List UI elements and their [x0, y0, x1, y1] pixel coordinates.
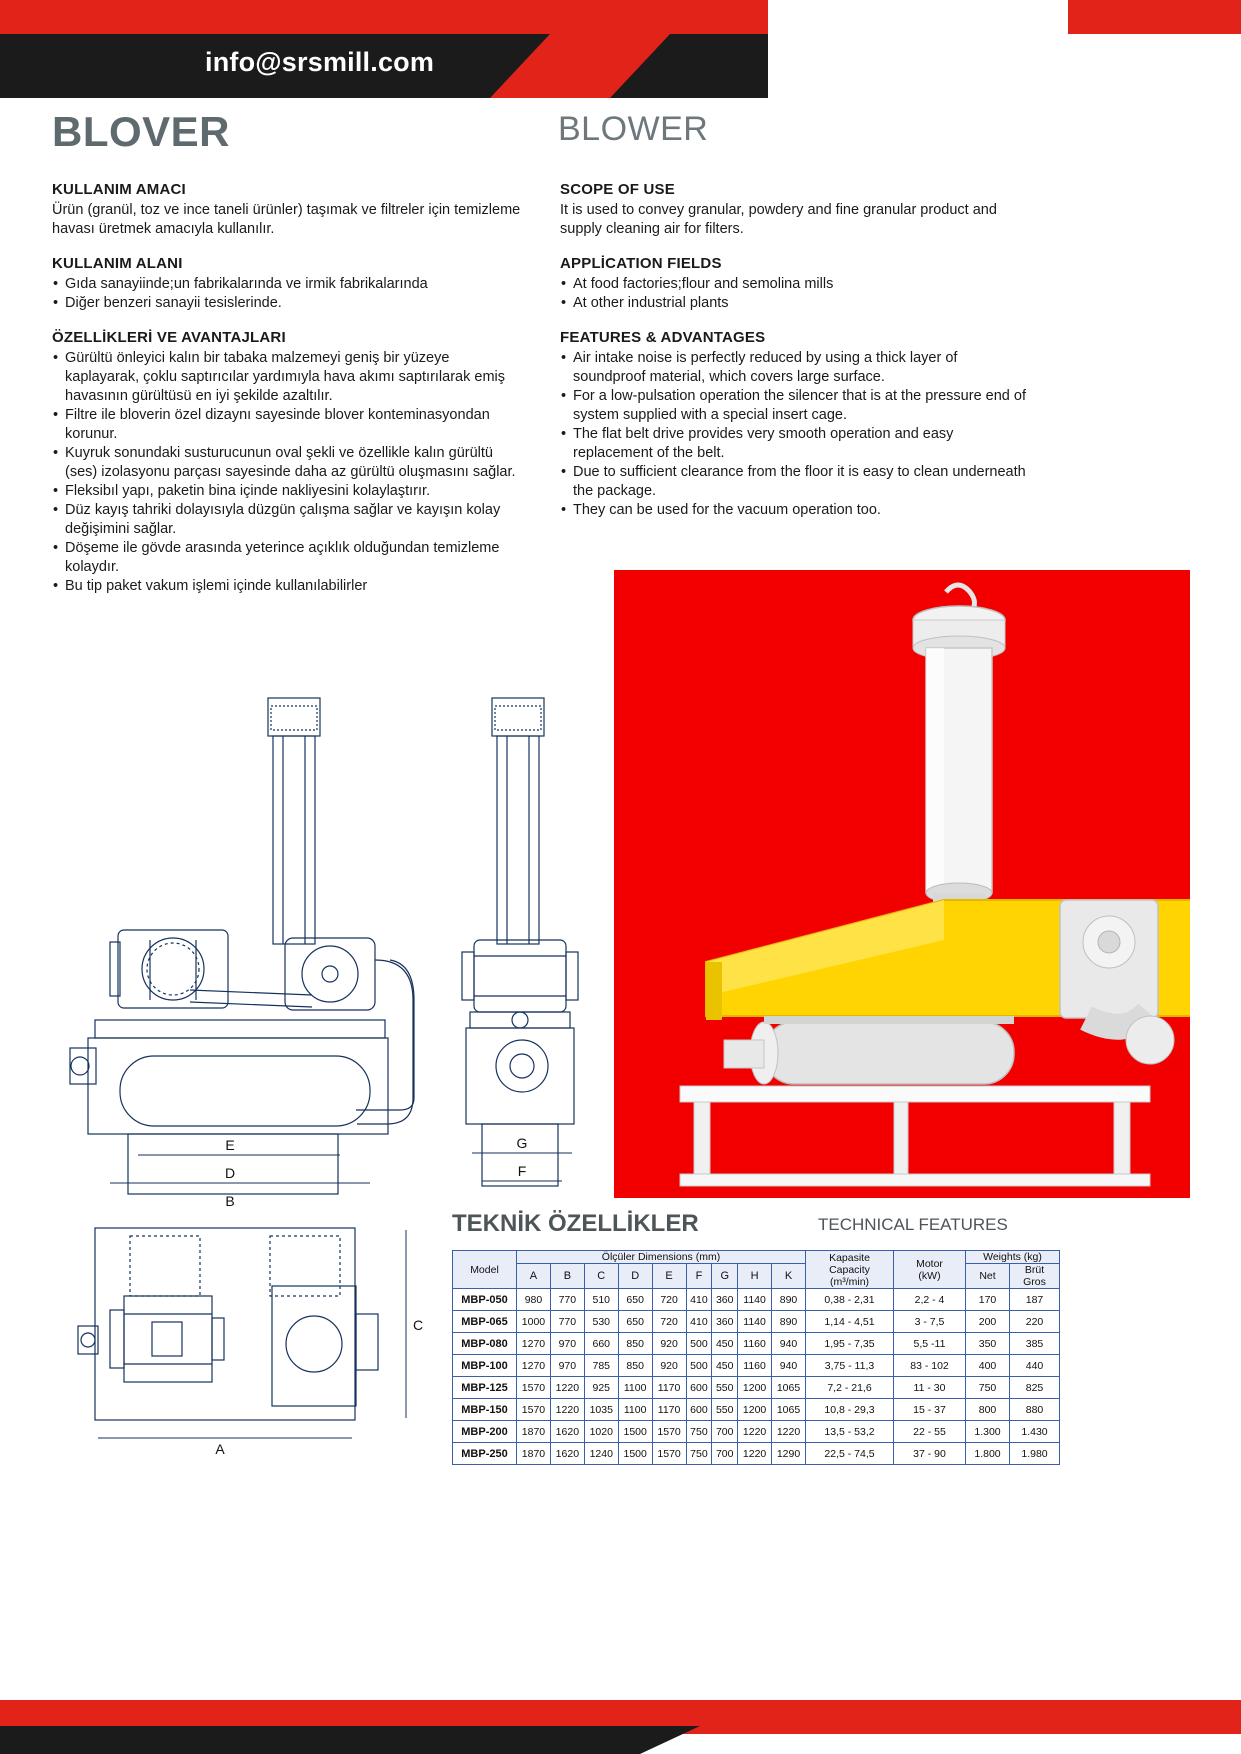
- list-item: • They can be used for the vacuum operation too.: [560, 501, 1030, 520]
- cell-dim-H: 1220: [738, 1421, 772, 1443]
- table-header-row-1: [453, 1251, 1060, 1264]
- cell-dim-H: 1220: [738, 1443, 772, 1465]
- cell-gross: 187: [1010, 1289, 1060, 1311]
- table-row: [453, 1443, 1060, 1465]
- bullet-list: [560, 349, 1030, 520]
- bullet-list: [560, 275, 1030, 313]
- header-dim-H: H: [738, 1264, 772, 1289]
- cell-dim-C: 1020: [584, 1421, 618, 1443]
- cell-model: MBP-100: [453, 1355, 517, 1377]
- cell-dim-G: 450: [712, 1333, 738, 1355]
- cell-dim-H: 1140: [738, 1289, 772, 1311]
- dim-label-E: E: [225, 1137, 235, 1153]
- cell-dim-H: 1160: [738, 1355, 772, 1377]
- cell-dim-G: 450: [712, 1355, 738, 1377]
- table-row: [453, 1289, 1060, 1311]
- cell-dim-D: 1500: [618, 1443, 652, 1465]
- cell-dim-K: 1220: [772, 1421, 806, 1443]
- cell-capacity: 7,2 - 21,6: [806, 1377, 894, 1399]
- cell-dim-K: 890: [772, 1311, 806, 1333]
- cell-dim-F: 410: [686, 1289, 712, 1311]
- cell-dim-C: 1035: [584, 1399, 618, 1421]
- cell-capacity: 1,14 - 4,51: [806, 1311, 894, 1333]
- header-dim-B: B: [550, 1264, 584, 1289]
- cell-dim-F: 750: [686, 1443, 712, 1465]
- cell-dim-K: 940: [772, 1333, 806, 1355]
- cell-motor: 37 - 90: [894, 1443, 966, 1465]
- header-capacity-line1: Kapasite: [829, 1251, 870, 1264]
- header-dim-A: A: [517, 1264, 551, 1289]
- table-body: [453, 1289, 1060, 1465]
- cell-capacity: 3,75 - 11,3: [806, 1355, 894, 1377]
- cell-net: 1.800: [966, 1443, 1010, 1465]
- header-motor-line2: (kW): [918, 1269, 941, 1282]
- table-row: [453, 1377, 1060, 1399]
- cell-capacity: 0,38 - 2,31: [806, 1289, 894, 1311]
- product-photo: [614, 570, 1190, 1198]
- list-item: • Gürültü önleyici kalın bir tabaka malzemeyi geniş bir yüzeye kaplayarak, çoklu saptırıcılar yardımıyla hava akımı saptırılarak emiş havasının gürültüsü en iyi şekilde azaltılır.: [52, 349, 522, 406]
- header-capacity-line2: Capacity: [829, 1263, 870, 1276]
- cell-model: MBP-065: [453, 1311, 517, 1333]
- cell-net: 350: [966, 1333, 1010, 1355]
- cell-dim-K: 1065: [772, 1399, 806, 1421]
- cell-dim-D: 850: [618, 1355, 652, 1377]
- cell-dim-B: 770: [550, 1289, 584, 1311]
- header-dim-F: F: [686, 1264, 712, 1289]
- dim-label-F: F: [517, 1163, 527, 1179]
- list-item: • Fleksibıl yapı, paketin bina içinde nakliyesini kolaylaştırır.: [52, 482, 522, 501]
- footer-black-band: [0, 1726, 700, 1754]
- bullet-list: [52, 275, 522, 313]
- list-item: • The flat belt drive provides very smooth operation and easy replacement of the belt.: [560, 425, 1030, 463]
- cell-dim-G: 700: [712, 1421, 738, 1443]
- cell-dim-C: 925: [584, 1377, 618, 1399]
- cell-motor: 5,5 -11: [894, 1333, 966, 1355]
- cell-dim-E: 1570: [652, 1443, 686, 1465]
- cell-gross: 220: [1010, 1311, 1060, 1333]
- cell-dim-E: 920: [652, 1333, 686, 1355]
- list-item: • At other industrial plants: [560, 294, 1030, 313]
- dim-label-B: B: [225, 1193, 235, 1209]
- left-text-column: [52, 180, 522, 611]
- cell-gross: 1.980: [1010, 1443, 1060, 1465]
- header-dim-G: G: [712, 1264, 738, 1289]
- cell-dim-D: 850: [618, 1333, 652, 1355]
- cell-dim-E: 720: [652, 1311, 686, 1333]
- section-heading: KULLANIM AMACI: [52, 181, 186, 198]
- header-weights: Weights (kg): [966, 1251, 1060, 1264]
- list-item: • Gıda sanayiinde;un fabrikalarında ve irmik fabrikalarında: [52, 275, 522, 294]
- cell-net: 800: [966, 1399, 1010, 1421]
- cell-dim-B: 770: [550, 1311, 584, 1333]
- cell-dim-A: 1570: [517, 1399, 551, 1421]
- cell-dim-B: 1620: [550, 1421, 584, 1443]
- section-scope-of-use: [560, 180, 1030, 239]
- cell-dim-E: 1170: [652, 1377, 686, 1399]
- header-gross: [1010, 1264, 1060, 1289]
- cell-dim-H: 1200: [738, 1399, 772, 1421]
- header-motor-line1: Motor: [916, 1257, 943, 1270]
- section-application-fields: [560, 254, 1030, 313]
- table-row: [453, 1355, 1060, 1377]
- cell-dim-F: 750: [686, 1421, 712, 1443]
- cell-dim-D: 1100: [618, 1377, 652, 1399]
- cell-capacity: 22,5 - 74,5: [806, 1443, 894, 1465]
- cell-gross: 440: [1010, 1355, 1060, 1377]
- section-kullanim-alani: [52, 254, 522, 313]
- cell-model: MBP-150: [453, 1399, 517, 1421]
- cell-dim-D: 650: [618, 1289, 652, 1311]
- list-item: • Diğer benzeri sanayii tesislerinde.: [52, 294, 522, 313]
- list-item: • Kuyruk sonundaki susturucunun oval şekli ve özellikle kalın gürültü (ses) izolasyonu parçası sayesinde daha az gürültü oluşmasını sağlar.: [52, 444, 522, 482]
- cell-dim-B: 1220: [550, 1377, 584, 1399]
- cell-dim-K: 940: [772, 1355, 806, 1377]
- cell-motor: 15 - 37: [894, 1399, 966, 1421]
- cell-gross: 1.430: [1010, 1421, 1060, 1443]
- cell-dim-B: 1220: [550, 1399, 584, 1421]
- section-heading: FEATURES & ADVANTAGES: [560, 329, 766, 346]
- section-ozellikler-avantajlar: [52, 328, 522, 596]
- cell-dim-K: 1065: [772, 1377, 806, 1399]
- cell-dim-E: 720: [652, 1289, 686, 1311]
- table-row: [453, 1333, 1060, 1355]
- page-header: [0, 0, 1241, 100]
- cell-dim-C: 660: [584, 1333, 618, 1355]
- cell-dim-H: 1200: [738, 1377, 772, 1399]
- cell-capacity: 10,8 - 29,3: [806, 1399, 894, 1421]
- section-heading: KULLANIM ALANI: [52, 255, 183, 272]
- cell-dim-F: 410: [686, 1311, 712, 1333]
- right-text-column: [560, 180, 1030, 535]
- header-dimensions: Ölçüler Dimensions (mm): [517, 1251, 806, 1264]
- cell-dim-D: 1500: [618, 1421, 652, 1443]
- header-capacity-line3: (m³/min): [829, 1275, 870, 1288]
- cell-model: MBP-250: [453, 1443, 517, 1465]
- table-row: [453, 1311, 1060, 1333]
- cell-dim-E: 1170: [652, 1399, 686, 1421]
- section-kullanim-amaci: [52, 180, 522, 239]
- dim-label-C: C: [412, 1317, 424, 1333]
- cell-dim-C: 530: [584, 1311, 618, 1333]
- blower-photo-illustration: [614, 570, 1190, 1198]
- header-motor: [894, 1251, 966, 1289]
- table-row: [453, 1399, 1060, 1421]
- cell-dim-A: 1570: [517, 1377, 551, 1399]
- page-title-en: BLOWER: [558, 110, 709, 148]
- cell-dim-D: 1100: [618, 1399, 652, 1421]
- list-item: • Döşeme ile gövde arasında yeterince açıklık olduğundan temizleme kolaydır.: [52, 539, 522, 577]
- cell-model: MBP-125: [453, 1377, 517, 1399]
- header-dim-K: K: [772, 1264, 806, 1289]
- cell-dim-A: 1270: [517, 1355, 551, 1377]
- header-dim-C: C: [584, 1264, 618, 1289]
- cell-net: 200: [966, 1311, 1010, 1333]
- cell-motor: 22 - 55: [894, 1421, 966, 1443]
- side-view-drawing: [452, 690, 622, 1210]
- cell-net: 400: [966, 1355, 1010, 1377]
- cell-dim-H: 1140: [738, 1311, 772, 1333]
- table-title-tr: TEKNİK ÖZELLİKLER: [452, 1210, 699, 1237]
- cell-dim-F: 600: [686, 1399, 712, 1421]
- cell-capacity: 1,95 - 7,35: [806, 1333, 894, 1355]
- table-header-row-2: [453, 1264, 1060, 1289]
- cell-dim-C: 1240: [584, 1443, 618, 1465]
- cell-dim-A: 1870: [517, 1421, 551, 1443]
- cell-motor: 11 - 30: [894, 1377, 966, 1399]
- cell-net: 750: [966, 1377, 1010, 1399]
- cell-dim-A: 980: [517, 1289, 551, 1311]
- cell-dim-D: 650: [618, 1311, 652, 1333]
- logo-container: [768, 0, 1068, 112]
- header-net: Net: [966, 1264, 1010, 1289]
- cell-capacity: 13,5 - 53,2: [806, 1421, 894, 1443]
- dim-label-A: A: [215, 1441, 225, 1457]
- cell-gross: 880: [1010, 1399, 1060, 1421]
- cell-dim-G: 550: [712, 1399, 738, 1421]
- cell-dim-E: 920: [652, 1355, 686, 1377]
- header-model: Model: [453, 1251, 517, 1289]
- cell-dim-A: 1870: [517, 1443, 551, 1465]
- cell-dim-C: 785: [584, 1355, 618, 1377]
- cell-dim-C: 510: [584, 1289, 618, 1311]
- section-heading: ÖZELLİKLERİ VE AVANTAJLARI: [52, 329, 286, 346]
- header-dim-D: D: [618, 1264, 652, 1289]
- header-capacity: [806, 1251, 894, 1289]
- table-title-en: TECHNICAL FEATURES: [818, 1215, 1008, 1234]
- section-features-advantages: [560, 328, 1030, 520]
- header-gross-line1: Brüt: [1024, 1264, 1045, 1276]
- cell-dim-G: 360: [712, 1289, 738, 1311]
- cell-dim-K: 890: [772, 1289, 806, 1311]
- cell-dim-B: 1620: [550, 1443, 584, 1465]
- cell-dim-B: 970: [550, 1355, 584, 1377]
- cell-dim-A: 1000: [517, 1311, 551, 1333]
- cell-dim-K: 1290: [772, 1443, 806, 1465]
- cell-gross: 825: [1010, 1377, 1060, 1399]
- dim-label-D: D: [224, 1165, 236, 1181]
- cell-model: MBP-200: [453, 1421, 517, 1443]
- cell-dim-F: 500: [686, 1355, 712, 1377]
- cell-motor: 2,2 - 4: [894, 1289, 966, 1311]
- header-dim-E: E: [652, 1264, 686, 1289]
- cell-dim-F: 500: [686, 1333, 712, 1355]
- section-heading: SCOPE OF USE: [560, 181, 675, 198]
- list-item: • Air intake noise is perfectly reduced by using a thick layer of soundproof material, which covers large surface.: [560, 349, 1030, 387]
- list-item: • Bu tip paket vakum işlemi içinde kullanılabilirler: [52, 577, 522, 596]
- header-gross-line2: Gros: [1023, 1276, 1046, 1288]
- cell-dim-G: 360: [712, 1311, 738, 1333]
- section-paragraph: Ürün (granül, toz ve ince taneli ürünler) taşımak ve filtreler için temizleme havası üretmek amacıyla kullanılır.: [52, 202, 521, 237]
- technical-features-table: [452, 1250, 1060, 1465]
- cell-motor: 3 - 7,5: [894, 1311, 966, 1333]
- list-item: • Due to sufficient clearance from the floor it is easy to clean underneath the package.: [560, 463, 1030, 501]
- contact-email: info@srsmill.com: [205, 47, 435, 77]
- section-heading: APPLİCATION FIELDS: [560, 255, 722, 272]
- bullet-list: [52, 349, 522, 596]
- dim-label-G: G: [516, 1135, 528, 1151]
- section-paragraph: It is used to convey granular, powdery and fine granular product and supply cleaning air for filters.: [560, 202, 997, 237]
- cell-net: 170: [966, 1289, 1010, 1311]
- page-title-tr: BLOVER: [52, 108, 231, 155]
- list-item: • Filtre ile bloverin özel dizaynı sayesinde blover konteminasyondan korunur.: [52, 406, 522, 444]
- cell-dim-G: 550: [712, 1377, 738, 1399]
- table-row: [453, 1421, 1060, 1443]
- top-view-drawing: [40, 1222, 460, 1472]
- cell-model: MBP-050: [453, 1289, 517, 1311]
- cell-gross: 385: [1010, 1333, 1060, 1355]
- list-item: • At food factories;flour and semolina mills: [560, 275, 1030, 294]
- cell-dim-H: 1160: [738, 1333, 772, 1355]
- cell-dim-B: 970: [550, 1333, 584, 1355]
- cell-dim-E: 1570: [652, 1421, 686, 1443]
- list-item: • For a low-pulsation operation the silencer that is at the pressure end of system supplied with a special insert cage.: [560, 387, 1030, 425]
- list-item: • Düz kayış tahriki dolayısıyla düzgün çalışma sağlar ve kayışın kolay değişimini sağlar.: [52, 501, 522, 539]
- cell-net: 1.300: [966, 1421, 1010, 1443]
- cell-model: MBP-080: [453, 1333, 517, 1355]
- cell-dim-F: 600: [686, 1377, 712, 1399]
- cell-dim-G: 700: [712, 1443, 738, 1465]
- cell-motor: 83 - 102: [894, 1355, 966, 1377]
- cell-dim-A: 1270: [517, 1333, 551, 1355]
